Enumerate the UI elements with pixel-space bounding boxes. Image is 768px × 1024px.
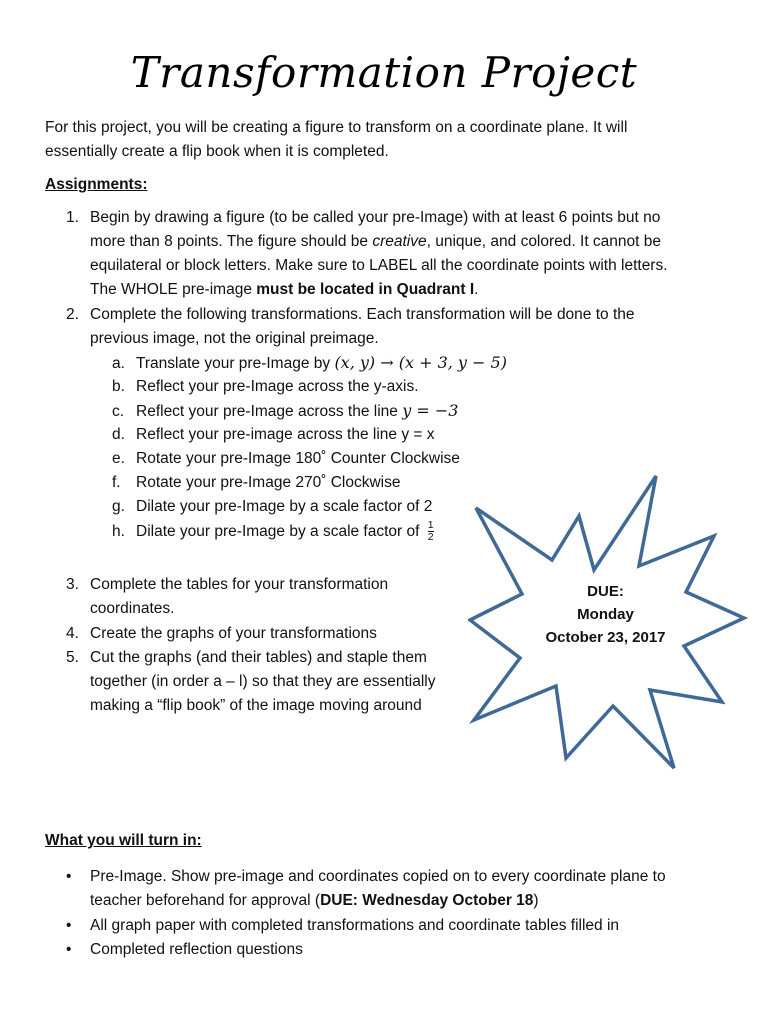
bullet-text: ) [533,892,539,909]
sub-item-c [112,399,458,424]
sub-text: Translate your pre-Image by [136,355,335,372]
bullet-line [90,889,666,913]
bullet-icon: • [66,868,72,885]
item-number: 2. [66,306,79,323]
sub-item-h [112,520,434,544]
item-line: Begin by drawing a figure (to be called your pre-Image) with at least 6 points but no [90,209,661,226]
due-date-text [528,580,683,649]
item-line: Complete the following transformations. Each transformation will be done to the [90,306,635,323]
math-expression: y = −3 [402,401,459,420]
bullet-body [90,914,619,938]
due-date: October 23, 2017 [545,629,666,646]
due-label: DUE: [587,583,624,600]
item-body [90,622,377,646]
sub-letter: f. [112,474,121,491]
sub-text: Reflect your pre-Image across the line [136,403,403,420]
bullet-line: Pre-Image. Show pre-image and coordinates copied on to every coordinate plane to [90,868,666,885]
fraction-denominator: 2 [427,531,434,544]
item-line: equilateral or block letters. Make sure to LABEL all the coordinate points with letters. [90,257,668,274]
sub-letter: h. [112,523,125,540]
item-number: 1. [66,209,79,226]
sub-letter: d. [112,426,125,443]
page-title: Transformation Project [130,48,638,97]
due-day: Monday [577,606,634,623]
fraction-numerator: 1 [427,519,434,532]
item-number: 3. [66,576,79,593]
item-line [90,230,668,254]
sub-text: Rotate your pre-Image 270˚ Clockwise [136,474,401,491]
item-text: more than 8 points. The figure should be [90,233,373,250]
sub-letter: a. [112,355,125,372]
item-text: , unique, and colored. It cannot be [426,233,662,250]
item-line: Cut the graphs (and their tables) and staple them [90,649,427,666]
turn-in-heading: What you will turn in: [45,832,202,849]
sub-letter: e. [112,450,125,467]
item-body [90,573,388,621]
item-line: together (in order a – l) so that they are essentially [90,673,436,690]
sub-text: Rotate your pre-Image 180˚ Counter Clockwise [136,450,460,467]
sub-item-g [112,495,432,519]
bullet-icon: • [66,941,72,958]
bullet-text: teacher beforehand for approval ( [90,892,321,909]
bullet-line: All graph paper with completed transformations and coordinate tables filled in [90,917,620,934]
item-bold: must be located in Quadrant I [256,281,475,298]
bullet-bold: DUE: Wednesday October 18 [320,892,534,909]
bullet-body [90,865,666,913]
sub-letter: b. [112,378,125,395]
sub-item-d [112,423,435,447]
item-line: previous image, not the original preimage. [90,330,379,347]
item-line: coordinates. [90,600,175,617]
item-number: 5. [66,649,79,666]
math-expression: (x, y) → (x + 3, y − 5) [334,353,507,372]
sub-item-b [112,375,419,399]
sub-item-f [112,471,400,495]
bullet-line: Completed reflection questions [90,941,303,958]
item-line: making a “flip book” of the image moving around [90,697,422,714]
item-emphasis: creative [372,233,427,250]
sub-text: Reflect your pre-Image across the y-axis. [136,378,419,395]
intro-line: For this project, you will be creating a figure to transform on a coordinate plane. It will [45,119,628,136]
intro-paragraph [45,116,627,164]
intro-line: essentially create a flip book when it is completed. [45,143,389,160]
bullet-body [90,938,303,962]
sub-item-e [112,447,460,471]
item-body [90,206,668,302]
sub-letter: g. [112,498,125,515]
item-line: Create the graphs of your transformations [90,625,377,642]
item-body [90,303,635,351]
sub-text: Dilate your pre-Image by a scale factor of 2 [136,498,433,515]
item-text: The WHOLE pre-image [90,281,257,298]
sub-text: Reflect your pre-image across the line y = x [136,426,435,443]
item-text: . [474,281,479,298]
item-body [90,646,436,718]
item-line: Complete the tables for your transformation [90,576,389,593]
fraction-one-half [428,520,434,543]
bullet-icon: • [66,917,72,934]
item-number: 4. [66,625,79,642]
sub-letter: c. [112,403,125,420]
assignments-heading: Assignments: [45,176,148,193]
sub-item-a [112,351,507,376]
item-line [90,278,668,302]
sub-text: Dilate your pre-Image by a scale factor of [136,523,424,540]
